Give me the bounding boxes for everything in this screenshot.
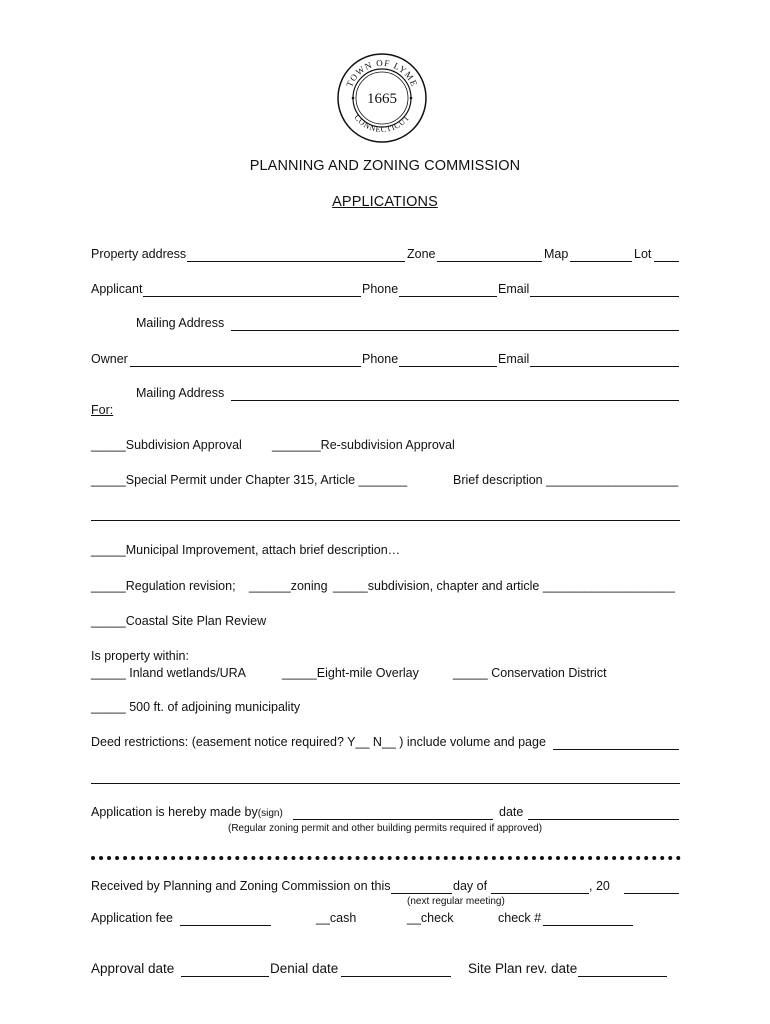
subdivision-chapter-option[interactable]: _____subdivision, chapter and article ___________________ (333, 579, 675, 593)
application-fee-label: Application fee (91, 911, 174, 925)
resubdivision-approval-option[interactable]: _______Re-subdivision Approval (272, 438, 455, 452)
svg-text:CONNECTICUT (352, 113, 411, 134)
received-year-field[interactable] (624, 893, 679, 894)
seal-bottom-text: CONNECTICUT (352, 113, 412, 135)
lot-label: Lot (634, 247, 652, 261)
subdivision-approval-option[interactable]: _____Subdivision Approval (91, 438, 242, 452)
property-within-label: Is property within: (91, 649, 189, 663)
applicant-mailing-field[interactable] (231, 330, 679, 331)
description-line[interactable] (91, 520, 680, 521)
application-made-by-label: Application is hereby made by(sign) (91, 805, 283, 819)
signature-field[interactable] (293, 819, 493, 820)
coastal-site-plan-option[interactable]: _____Coastal Site Plan Review (91, 614, 267, 628)
permit-note: (Regular zoning permit and other building permits required if approved) (228, 823, 543, 834)
site-plan-rev-date-field[interactable] (578, 976, 667, 977)
property-address-field[interactable] (187, 261, 405, 262)
zoning-option[interactable]: ______zoning (249, 579, 328, 593)
eight-mile-overlay-option[interactable]: _____Eight-mile Overlay (282, 666, 419, 680)
applicant-phone-label: Phone (362, 282, 399, 296)
deed-volume-page-field[interactable] (553, 749, 679, 750)
municipal-improvement-option[interactable]: _____Municipal Improvement, attach brief description… (91, 543, 401, 557)
owner-label: Owner (91, 352, 128, 366)
denial-date-field[interactable] (341, 976, 451, 977)
applicant-email-label: Email (498, 282, 530, 296)
owner-email-label: Email (498, 352, 530, 366)
adjoining-municipality-option[interactable]: _____ 500 ft. of adjoining municipality (91, 700, 301, 714)
approval-date-label: Approval date (91, 961, 175, 976)
seal-top-text: TOWN OF LYME (344, 57, 420, 89)
check-option[interactable]: __check (407, 911, 454, 925)
special-permit-option[interactable]: _____Special Permit under Chapter 315, Article _______ (91, 473, 408, 487)
owner-phone-field[interactable] (399, 366, 497, 367)
page-subtitle: APPLICATIONS (332, 194, 438, 210)
owner-mailing-field[interactable] (231, 400, 679, 401)
year-prefix-label: , 20 (589, 879, 610, 893)
office-use-divider (91, 856, 681, 860)
applicant-mailing-label: Mailing Address (136, 316, 225, 330)
map-field[interactable] (570, 261, 632, 262)
inland-wetlands-option[interactable]: _____ Inland wetlands/URA (91, 666, 246, 680)
check-number-field[interactable] (543, 925, 633, 926)
site-plan-rev-date-label: Site Plan rev. date (468, 961, 578, 976)
received-label: Received by Planning and Zoning Commission on this (91, 879, 391, 893)
zone-field[interactable] (437, 261, 542, 262)
deed-extra-line[interactable] (91, 783, 680, 784)
check-number-label: check # (498, 911, 542, 925)
town-seal (336, 52, 428, 144)
brief-description-field[interactable]: Brief description ___________________ (453, 473, 679, 487)
applicant-phone-field[interactable] (399, 296, 497, 297)
day-of-label: day of (453, 879, 488, 893)
received-month-field[interactable] (491, 893, 589, 894)
lot-field[interactable] (654, 261, 679, 262)
conservation-district-option[interactable]: _____ Conservation District (453, 666, 607, 680)
applicant-label: Applicant (91, 282, 143, 296)
next-meeting-note: (next regular meeting) (407, 896, 505, 907)
applicant-email-field[interactable] (530, 296, 679, 297)
cash-option[interactable]: __cash (316, 911, 357, 925)
map-label: Map (544, 247, 569, 261)
for-label: For: (91, 403, 114, 417)
regulation-revision-option[interactable]: _____Regulation revision; (91, 579, 236, 593)
property-address-label: Property address (91, 247, 187, 261)
deed-restrictions-label: Deed restrictions: (easement notice required? Y__ N__ ) include volume and page (91, 735, 546, 749)
application-date-field[interactable] (528, 819, 679, 820)
approval-date-field[interactable] (181, 976, 269, 977)
applicant-field[interactable] (143, 296, 361, 297)
zone-label: Zone (407, 247, 436, 261)
denial-date-label: Denial date (270, 961, 339, 976)
received-day-field[interactable] (391, 893, 452, 894)
owner-phone-label: Phone (362, 352, 399, 366)
application-fee-field[interactable] (180, 925, 271, 926)
owner-email-field[interactable] (530, 366, 679, 367)
page-title: PLANNING AND ZONING COMMISSION (249, 158, 521, 174)
owner-mailing-label: Mailing Address (136, 386, 225, 400)
application-date-label: date (499, 805, 524, 819)
owner-field[interactable] (130, 366, 361, 367)
seal-year: 1665 (367, 91, 397, 107)
